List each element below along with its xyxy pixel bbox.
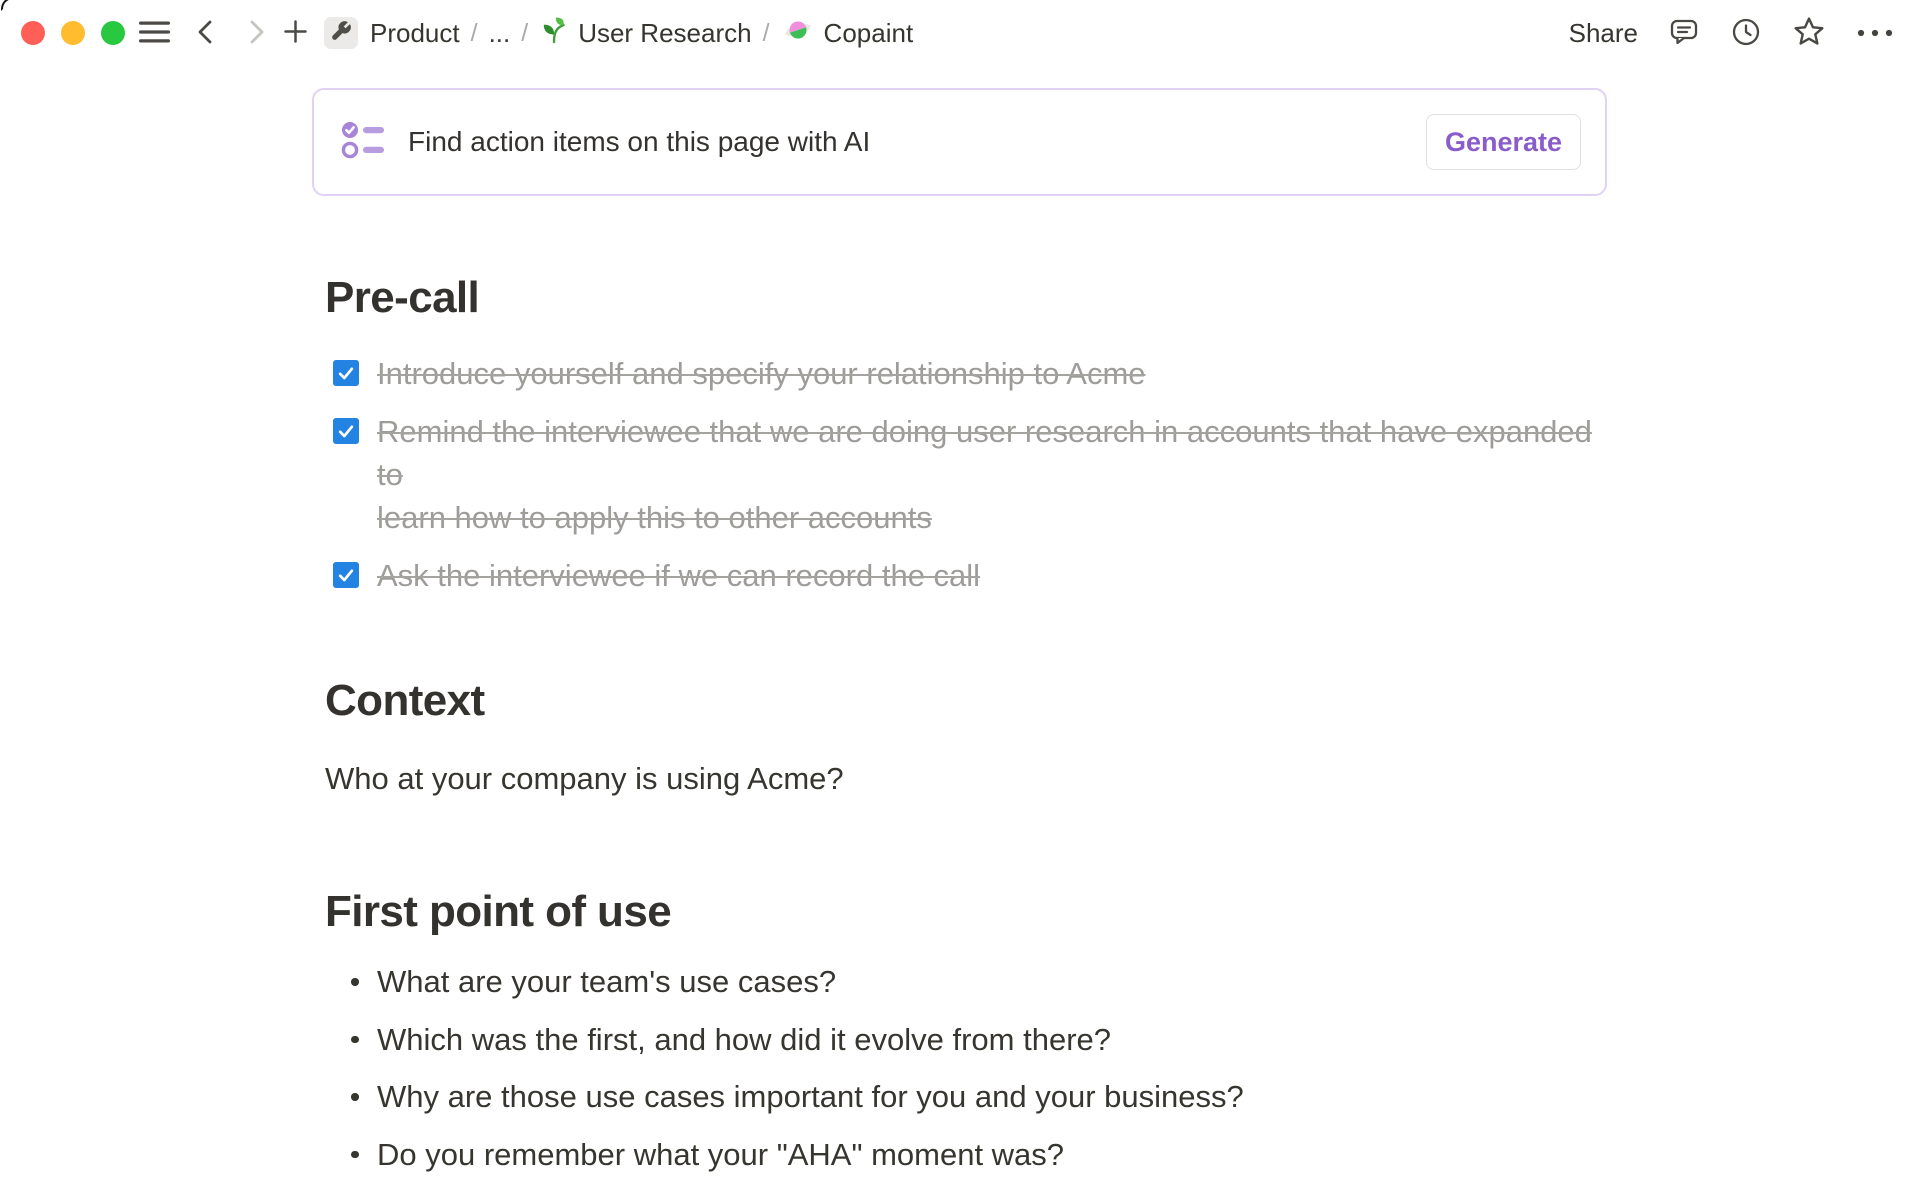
breadcrumb-item-product[interactable]: Product: [370, 17, 460, 48]
ai-banner-text: Find action items on this page with AI: [408, 126, 871, 157]
share-button[interactable]: Share: [1568, 17, 1638, 48]
zoom-window-button[interactable]: [101, 21, 125, 45]
wrench-icon: [330, 20, 352, 47]
plus-icon: [282, 18, 309, 48]
ellipsis-icon: [1856, 26, 1894, 41]
comments-button[interactable]: [1668, 16, 1700, 51]
todo-text: Introduce yourself and specify your relationship to Acme: [377, 356, 1146, 391]
list-item: [325, 960, 1607, 1003]
more-button[interactable]: [1856, 26, 1894, 41]
bullet-text: Do you remember what your "AHA" moment was?: [377, 1136, 1065, 1172]
bullet-text: Which was the first, and how did it evolve from there?: [377, 1021, 1111, 1057]
new-page-button[interactable]: [282, 18, 309, 48]
breadcrumb-ellipsis[interactable]: ...: [488, 17, 511, 48]
chevron-right-icon: [244, 19, 268, 48]
sidebar-toggle-button[interactable]: [139, 20, 170, 47]
todo-item: [325, 554, 1607, 597]
clock-icon: [1730, 16, 1762, 51]
breadcrumb: [370, 15, 913, 52]
bullet-dot-icon: [351, 1036, 359, 1044]
page-body: [312, 88, 1607, 1176]
heading-context: Context: [325, 676, 485, 725]
breadcrumb-item-copaint[interactable]: Copaint: [781, 15, 914, 52]
todo-checkbox-checked[interactable]: [333, 418, 359, 444]
ai-action-items-banner: [312, 88, 1607, 196]
ai-checklist-icon: [340, 118, 386, 167]
heading-first-point-of-use: First point of use: [325, 887, 672, 936]
todo-text: Remind the interviewee that we are doing user research in accounts that have expanded to learn how to apply this to other accounts: [377, 414, 1592, 535]
breadcrumb-item-user-research[interactable]: User Research: [539, 15, 751, 52]
minimize-window-button[interactable]: [61, 21, 85, 45]
list-item: [325, 1018, 1607, 1061]
generate-button[interactable]: Generate: [1426, 114, 1581, 170]
breadcrumb-separator: /: [521, 18, 529, 47]
todo-checkbox-checked[interactable]: [333, 360, 359, 386]
seedling-icon: [539, 15, 569, 52]
context-paragraph: Who at your company is using Acme?: [325, 761, 844, 796]
favorite-button[interactable]: [1792, 15, 1826, 52]
todo-item: [325, 410, 1607, 539]
window-corner: [1, 0, 15, 11]
star-icon: [1792, 15, 1826, 52]
todo-text: Ask the interviewee if we can record the call: [377, 558, 981, 593]
heading-pre-call: Pre-call: [325, 273, 480, 322]
back-button[interactable]: [194, 19, 218, 48]
traffic-lights: [21, 21, 125, 45]
bullet-dot-icon: [351, 1151, 359, 1159]
chevron-left-icon: [194, 19, 218, 48]
list-item: [325, 1133, 1607, 1176]
bullet-text: Why are those use cases important for you and your business?: [377, 1079, 1244, 1114]
window-topbar: [0, 0, 1920, 66]
breadcrumb-separator: /: [470, 18, 478, 47]
todo-list: [312, 352, 1607, 597]
comment-icon: [1668, 16, 1700, 51]
bullet-dot-icon: [351, 978, 359, 986]
bullet-text: What are your team's use cases?: [377, 964, 837, 999]
topbar-actions: [1569, 15, 1894, 52]
bullet-list: [312, 960, 1607, 1176]
candy-icon: [781, 15, 815, 52]
todo-item: [325, 352, 1607, 395]
todo-checkbox-checked[interactable]: [333, 562, 359, 588]
page-icon-badge[interactable]: [324, 17, 358, 49]
hamburger-icon: [139, 20, 170, 47]
list-item: [325, 1075, 1607, 1118]
breadcrumb-separator: /: [762, 18, 770, 47]
close-window-button[interactable]: [21, 21, 45, 45]
updates-button[interactable]: [1730, 16, 1762, 51]
forward-button[interactable]: [244, 19, 268, 48]
bullet-dot-icon: [351, 1093, 359, 1101]
